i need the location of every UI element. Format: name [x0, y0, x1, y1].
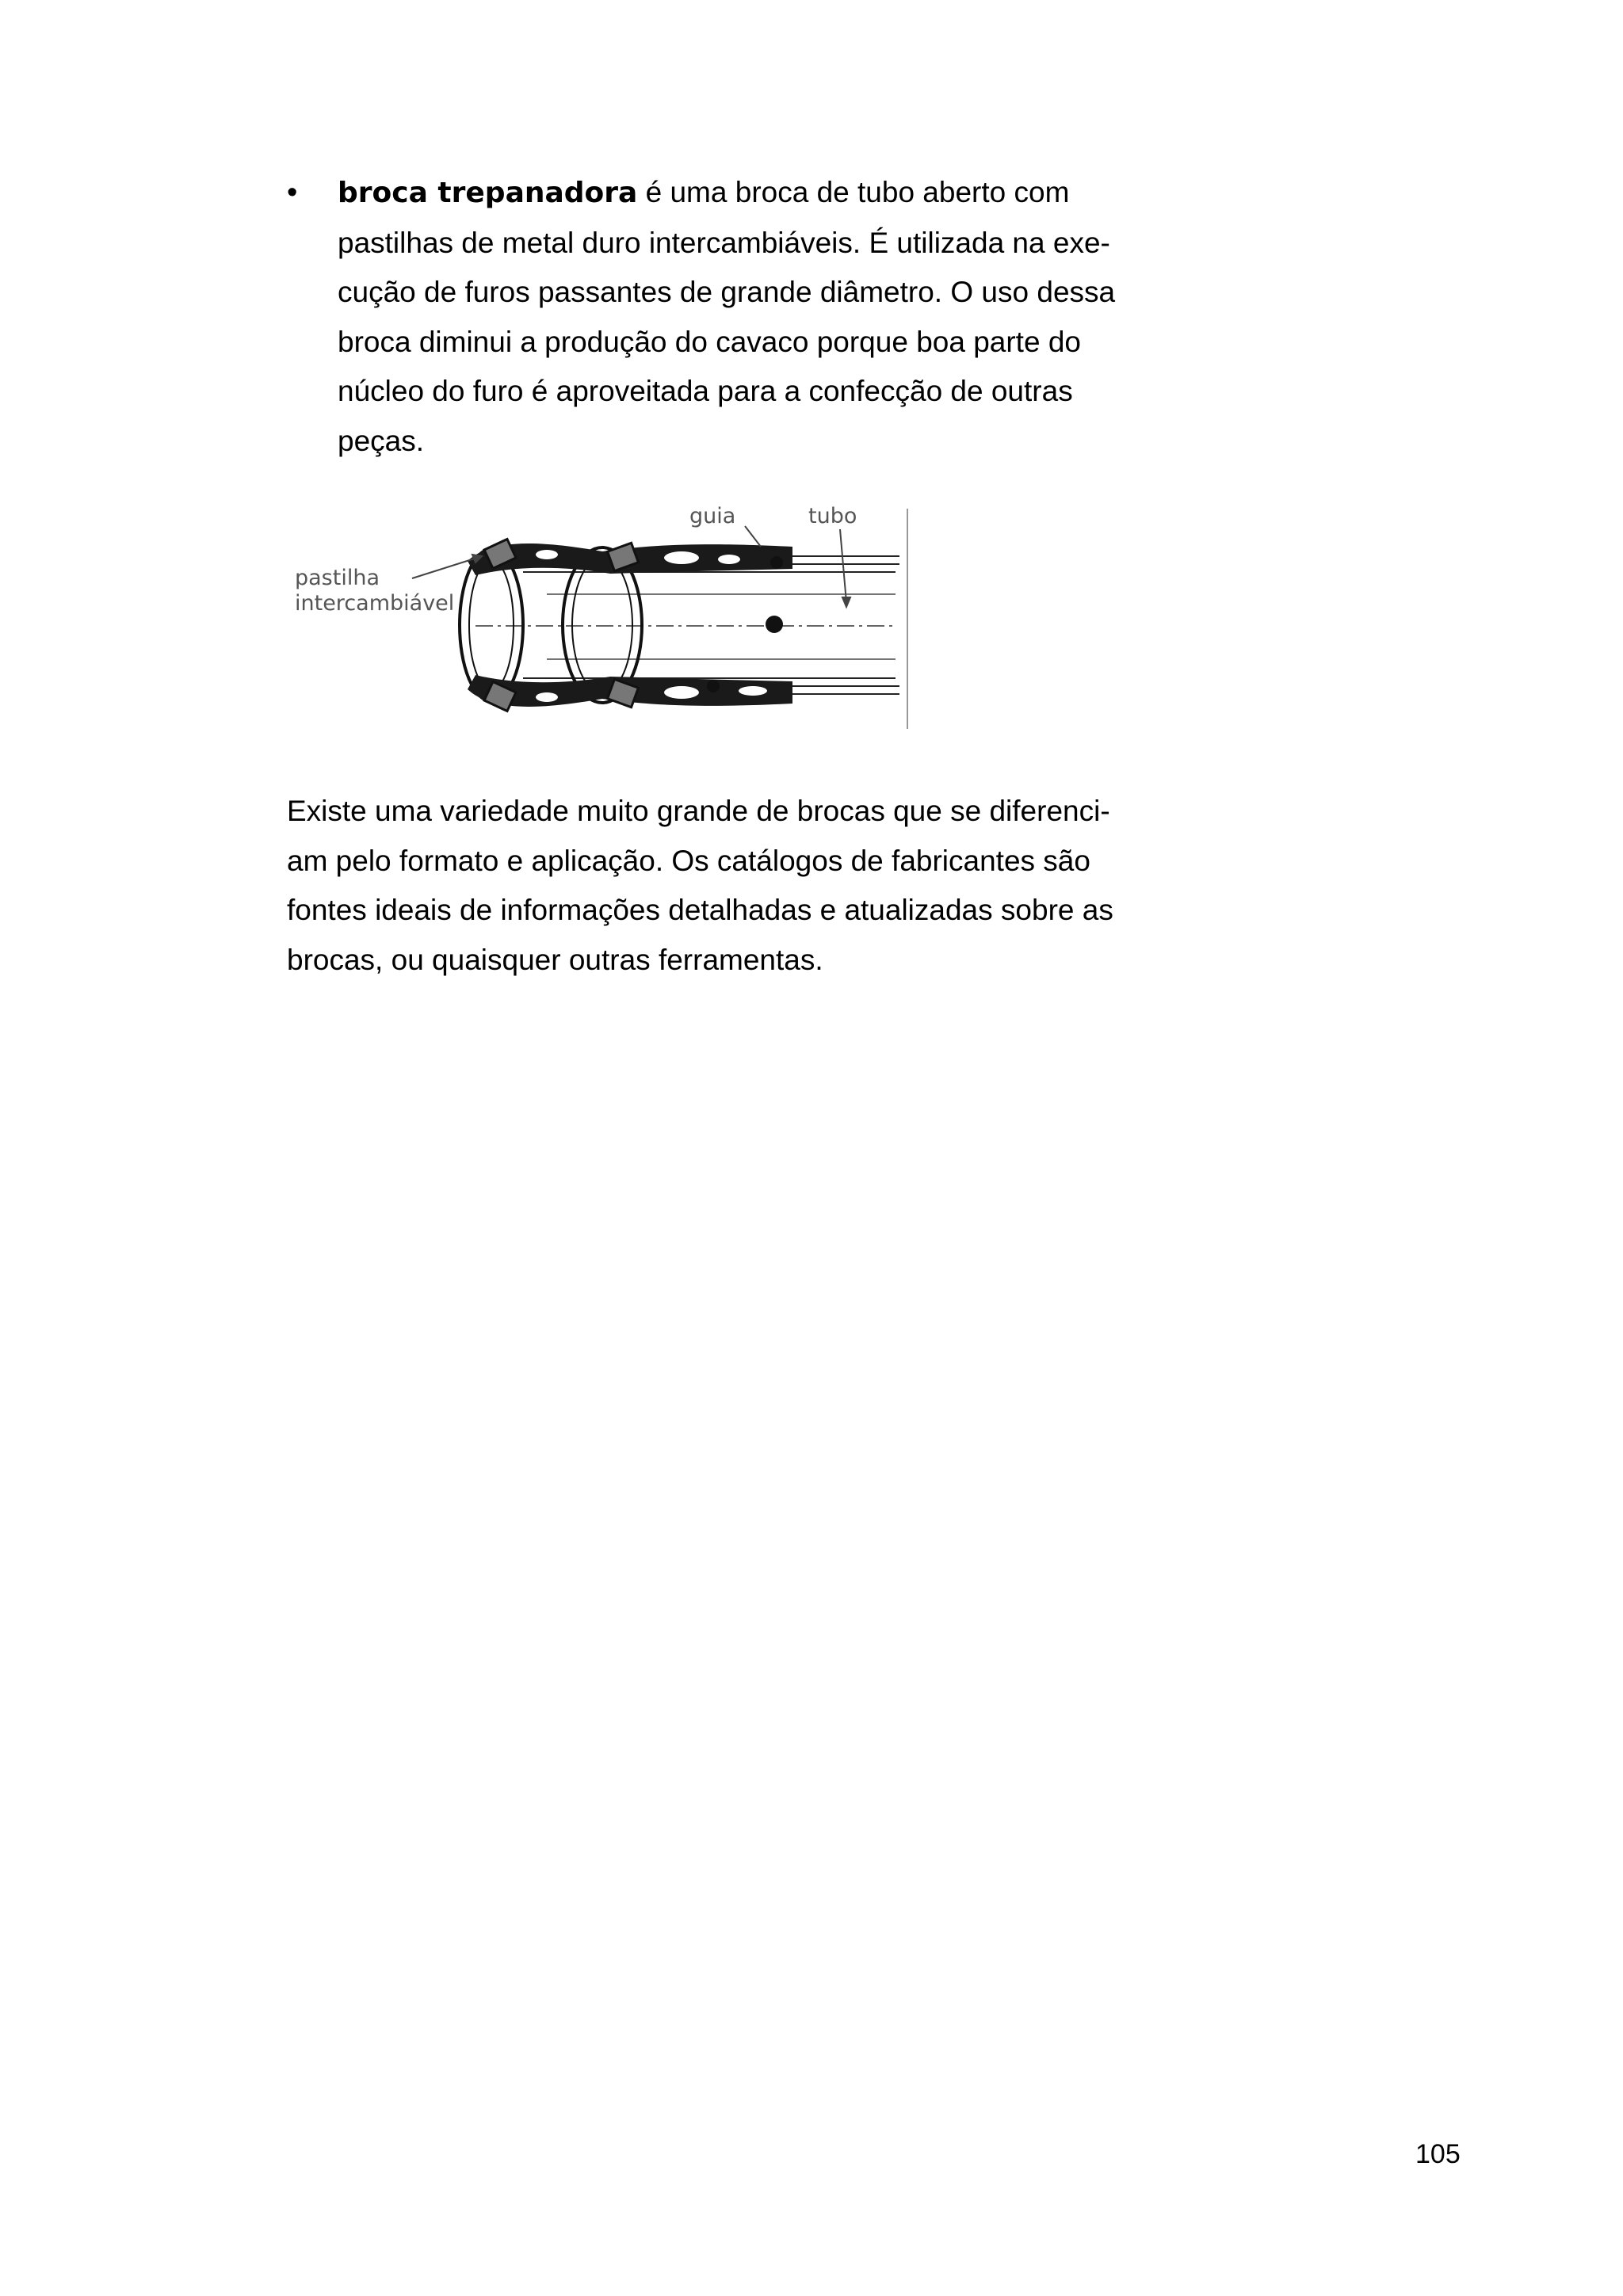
bullet-text [338, 168, 1167, 466]
bullet-line: broca diminui a produção do cavaco porque boa parte do [338, 325, 1081, 358]
paragraph-line: Existe uma variedade muito grande de brocas que se diferenci- [287, 795, 1110, 827]
paragraph-line: fontes ideais de informações detalhadas e atualizadas sobre as [287, 894, 1113, 926]
bullet-line [338, 168, 1167, 219]
bullet-line: peças. [338, 424, 425, 457]
label-intercambiavel: intercambiável [295, 591, 455, 616]
bullet-line-text: é uma broca de tubo aberto com [637, 176, 1070, 208]
bullet-line: núcleo do furo é aproveitada para a confecção de outras [338, 375, 1073, 407]
bullet-line: cução de furos passantes de grande diâmetro. O uso dessa [338, 276, 1116, 308]
trepanning-drill-figure [285, 499, 919, 737]
page-number: 105 [1415, 2139, 1461, 2169]
label-guia: guia [689, 504, 736, 528]
bullet-line: pastilhas de metal duro intercambiáveis. É utilizada na exe- [338, 226, 1110, 259]
trepanning-drill-illustration [285, 499, 919, 737]
tube-body [507, 556, 899, 694]
label-tubo: tubo [808, 504, 857, 528]
paragraph-line: am pelo formato e aplicação. Os catálogos de fabricantes são [287, 844, 1090, 877]
label-pastilha: pastilha [295, 566, 380, 590]
bullet-marker: • [287, 176, 298, 209]
tube-holes [707, 556, 783, 692]
body-paragraph [287, 787, 1182, 985]
bullet-term: broca trepanadora [338, 177, 638, 209]
paragraph-line: brocas, ou quaisquer outras ferramentas. [287, 943, 823, 976]
